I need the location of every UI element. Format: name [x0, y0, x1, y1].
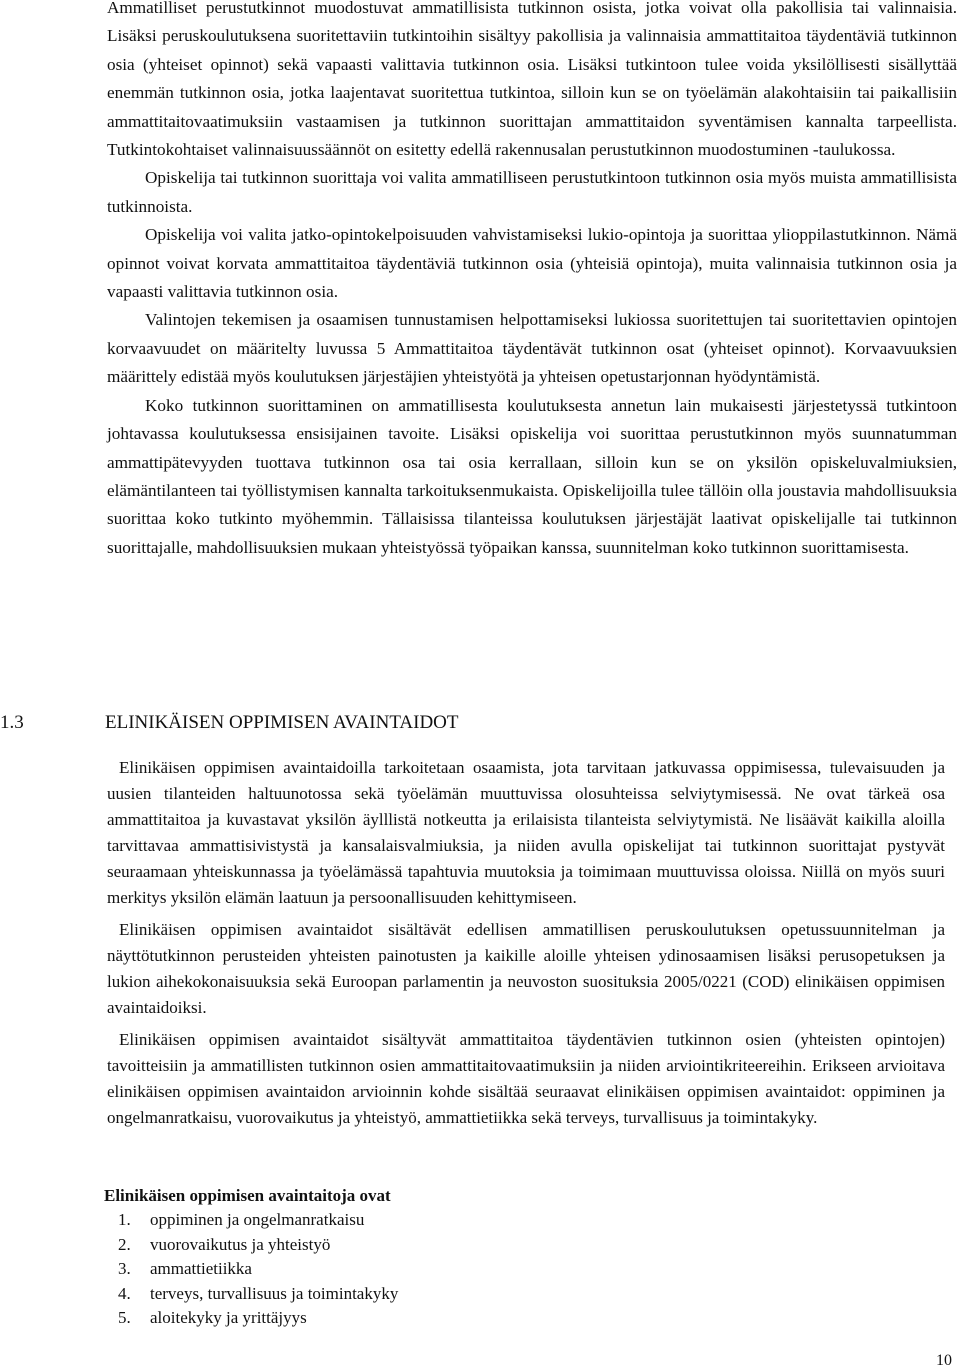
- paragraph: Elinikäisen oppimisen avaintaidoilla tarkoitetaan osaamista, jota tarvitaan jatkuvassa oppimisessa, tulevaisuuden ja uusien tilanteiden haltuunotossa sekä työelämän muuttuvissa olosuhteissa selviytymisessä. Ne ovat tärkeä osa ammattitaitoa ja kuvastavat yksilön äylllistä notkeutta ja erilaisista tilanteista selviytymistä. Ne lisäävät kaikilla aloilla tarvittavaa ammattisivistystä ja kansalaisvalmiuksia, ja niiden avulla opiskelijat tai tutkinnon suorittajat pystyvät seuraamaan yhteiskunnassa ja työelämässä tapahtuvia muutoksia ja toimimaan muuttuvissa oloissa. Niillä on myös suuri merkitys yksilön elämän laatuun ja persoonallisuuden kehittymiseen.: [107, 758, 945, 907]
- list-text: ammattietiikka: [150, 1259, 252, 1279]
- list-item: [118, 1208, 398, 1233]
- list-number: 5.: [118, 1308, 131, 1328]
- list-heading: Elinikäisen oppimisen avaintaitoja ovat: [104, 1186, 391, 1205]
- section-title: ELINIKÄISEN OPPIMISEN AVAINTAIDOT: [105, 712, 459, 733]
- paragraph: Opiskelija tai tutkinnon suorittaja voi valita ammatilliseen perustutkintoon tutkinnon osia myös muista ammatillisista tutkinnoista.: [107, 168, 957, 216]
- section-number: 1.3: [0, 712, 24, 733]
- section-text: [107, 755, 945, 1137]
- list-item: [118, 1282, 398, 1307]
- list-text: aloitekyky ja yrittäjyys: [150, 1308, 307, 1328]
- paragraph: Elinikäisen oppimisen avaintaidot sisältävät edellisen ammatillisen peruskoulutuksen opetussuunnitelman ja näyttötutkinnon perusteiden yhteisten painotusten ja kaikille aloille yhteisen ydinosaamisen lisäksi perusopetuksen ja lukion aihekokonaisuuksia sekä Euroopan parlamentin ja neuvoston suosituksia 2005/0221 (COD) elinikäisen oppimisen avaintaidoiksi.: [107, 920, 945, 1017]
- list-number: 2.: [118, 1234, 131, 1254]
- list-number: 1.: [118, 1210, 131, 1229]
- list-text: vuorovaikutus ja yhteistyö: [150, 1234, 331, 1254]
- page-number: 10: [936, 1352, 952, 1369]
- list-item: [118, 1257, 398, 1282]
- list-text: oppiminen ja ongelmanratkaisu: [150, 1210, 365, 1229]
- list-number: 4.: [118, 1283, 131, 1303]
- skills-list: [118, 1208, 398, 1331]
- paragraph: Valintojen tekemisen ja osaamisen tunnustamisen helpottamiseksi lukiossa suoritettujen tai suoritettavien opintojen korvaavuudet on määritelty luvussa 5 Ammattitaitoa täydentävät tutkinnon osat (yhteiset opinnot). Korvaavuuksien määrittely edistää myös koulutuksen järjestäjien yhteistyötä ja yhteisen opetustarjonnan hyödyntämistä.: [107, 310, 957, 387]
- intro-text: [107, 0, 957, 562]
- paragraph: Elinikäisen oppimisen avaintaidot sisältyvät ammattitaitoa täydentävien tutkinnon osien (yhteisten opintojen) tavoitteisiin ja ammatillisten tutkinnon osien ammattitaitovaatimuksiin ja niiden arviointikriteereihin. Erikseen arvioitava elinikäisen oppimisen avaintaidon arvioinnin kohde sisältää seuraavat elinikäisen oppimisen avaintaidot: oppiminen ja ongelmanratkaisu, vuorovaikutus ja yhteistyö, ammattietiikka sekä terveys, turvallisuus ja toimintakyky.: [107, 1030, 945, 1127]
- section-heading: [0, 708, 459, 738]
- paragraph: Koko tutkinnon suorittaminen on ammatillisesta koulutuksesta annetun lain mukaisesti järjestetyssä tutkintoon johtavassa koulutuksessa ensisijainen tavoite. Lisäksi opiskelija voi suorittaa perustutkinnon myös suunnatumman ammattipätevyyden tuottava tutkinnon osa tai osia kerrallaan, silloin kun se on yksilön opiskeluvalmiuksien, elämäntilanteen tai työllistymisen kannalta tarkoituksenmukaista. Opiskelijoilla tulee tällöin olla joustavia mahdollisuuksia suorittaa koko tutkinto myöhemmin. Tällaisissa tilanteissa koulutuksen järjestäjät laativat opiskelijalle tai tutkinnon suorittajalle, mahdollisuuksien mukaan yhteistyössä työpaikan kanssa, suunnitelman koko tutkinnon suorittamisesta.: [107, 395, 957, 557]
- list-item: [118, 1233, 398, 1258]
- paragraph: Ammatilliset perustutkinnot muodostuvat ammatillisista tutkinnon osista, jotka voivat olla pakollisia tai valinnaisia. Lisäksi peruskoulutuksena suoritettaviin tutkintoihin sisältyy pakollisia ja valinnaisia ammattitaitoa täydentäviä tutkinnon osia (yhteiset opinnot) sekä vapaasti valittavia tutkinnon osia. Lisäksi tutkintoon tulee voida yksilöllisesti sisällyttää enemmän tutkinnon osia, jotka laajentavat suoritettua tutkintoa, silloin kun se on työelämän alakohtaisiin tai paikallisiin ammattitaitovaatimuksiin vastaamisen ja tutkinnon suorittajan ammattitaidon syventämisen kannalta tarpeellista. Tutkintokohtaiset valinnaisuussäännöt on esitetty edellä rakennusalan perustutkinnon muodostuminen -taulukossa.: [107, 0, 957, 160]
- list-item: [118, 1306, 398, 1331]
- list-number: 3.: [118, 1259, 131, 1279]
- paragraph: Opiskelija voi valita jatko-opintokelpoisuuden vahvistamiseksi lukio-opintoja ja suorittaa ylioppilastutkinnon. Nämä opinnot voivat korvata ammattitaitoa täydentäviä tutkinnon osia (yhteisiä opintoja), muita valinnaisia tutkinnon osia ja vapaasti valittavia tutkinnon osia.: [107, 225, 957, 302]
- list-text: terveys, turvallisuus ja toimintakyky: [150, 1283, 399, 1303]
